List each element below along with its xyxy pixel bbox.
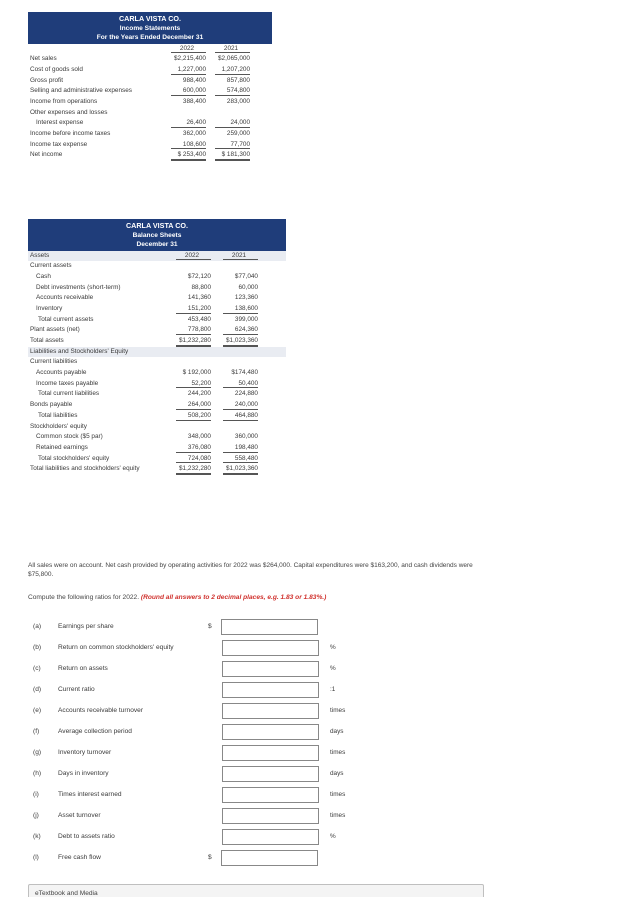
- value-2022: 508,200: [173, 411, 211, 422]
- balance-company-name: CARLA VISTA CO.: [125, 221, 189, 230]
- value-2022: 264,000: [173, 400, 211, 411]
- table-row: [28, 304, 286, 315]
- question-label: Asset turnover: [58, 812, 101, 819]
- question-letter: (d): [33, 686, 42, 693]
- question-letter: (f): [33, 728, 40, 735]
- question-label: Free cash flow: [58, 854, 101, 861]
- row-label: Accounts receivable: [36, 294, 94, 302]
- answer-input-i[interactable]: [222, 787, 319, 803]
- row-label: Current liabilities: [30, 358, 78, 366]
- value-2021: $174,480: [231, 369, 258, 377]
- ratio-question-k: [28, 828, 388, 846]
- table-row: [28, 411, 286, 422]
- value-2022: 26,400: [168, 118, 206, 129]
- table-row: [28, 432, 286, 443]
- table-row: [28, 261, 286, 272]
- value-2021: 240,000: [220, 400, 258, 411]
- question-label: Return on common stockholders' equity: [58, 644, 174, 651]
- income-year-2: 2021: [212, 44, 250, 55]
- balance-sheet: [28, 219, 286, 475]
- value-2021: 77,700: [212, 140, 250, 151]
- value-2021: 360,000: [234, 433, 258, 441]
- row-label: Debt investments (short-term): [36, 283, 121, 291]
- value-2021: 1,207,200: [212, 65, 250, 76]
- unit-label: times: [330, 791, 346, 798]
- income-statement: [28, 12, 272, 161]
- question-label: Inventory turnover: [58, 749, 112, 756]
- value-2022: 376,080: [173, 443, 211, 454]
- row-label: Net sales: [30, 55, 57, 63]
- answer-input-e[interactable]: [222, 703, 319, 719]
- question-label: Average collection period: [58, 728, 132, 735]
- table-row: [28, 108, 272, 119]
- value-2022: $1,232,280: [173, 464, 211, 475]
- income-year-1: 2022: [168, 44, 206, 55]
- row-label: Total assets: [30, 337, 64, 344]
- value-2022: $ 253,400: [168, 150, 206, 161]
- balance-year-2: 2021: [220, 251, 258, 262]
- income-statement-period: For the Years Ended December 31: [96, 34, 204, 41]
- value-2021: 558,480: [220, 454, 258, 465]
- ratio-question-c: [28, 660, 388, 678]
- unit-label: days: [330, 728, 344, 735]
- instruction-text: Compute the following ratios for 2022.: [28, 594, 140, 601]
- question-letter: (i): [33, 791, 39, 798]
- ratio-question-f: [28, 723, 388, 741]
- income-year-header: [28, 44, 272, 55]
- table-row: [28, 347, 286, 358]
- question-letter: (j): [33, 812, 39, 819]
- question-letter: (a): [33, 623, 42, 630]
- value-2022: 1,227,000: [168, 65, 206, 76]
- value-2022: 141,360: [187, 294, 211, 302]
- question-letter: (e): [33, 707, 42, 714]
- ratio-question-a: [28, 618, 388, 636]
- question-letter: (l): [33, 854, 39, 861]
- unit-label: times: [330, 812, 346, 819]
- value-2021: 283,000: [226, 97, 250, 105]
- row-label: Plant assets (net): [30, 326, 80, 334]
- table-row: [28, 76, 272, 87]
- table-row: [28, 400, 286, 411]
- row-label: Net income: [30, 151, 63, 159]
- row-label: Interest expense: [36, 119, 84, 127]
- value-2021: $1,023,360: [220, 336, 258, 347]
- ratio-question-i: [28, 786, 388, 804]
- value-2021: 50,400: [220, 379, 258, 390]
- value-2022: $2,215,400: [174, 55, 206, 63]
- answer-input-c[interactable]: [222, 661, 319, 677]
- table-row: [28, 150, 272, 161]
- value-2022: 362,000: [182, 130, 206, 137]
- table-row: [28, 97, 272, 108]
- value-2021: $2,065,000: [218, 55, 250, 63]
- problem-note: All sales were on account. Net cash provided by operating activities for 2022 was $264,000. Capital expenditures were $163,200, and cash dividends were $75,800.: [28, 562, 473, 578]
- value-2022: 244,200: [187, 390, 211, 398]
- row-label: Liabilities and Stockholders' Equity: [30, 347, 129, 355]
- question-label: Days in inventory: [58, 770, 109, 777]
- unit-label: times: [330, 707, 346, 714]
- table-row: [28, 443, 286, 454]
- row-label: Gross profit: [30, 76, 64, 84]
- row-label: Accounts payable: [36, 369, 87, 377]
- table-row: [28, 283, 286, 294]
- value-2022: 724,080: [173, 454, 211, 465]
- table-row: [28, 389, 286, 400]
- row-label: Current assets: [30, 262, 72, 270]
- row-label: Inventory: [36, 304, 63, 312]
- income-company-name: CARLA VISTA CO.: [118, 14, 182, 23]
- row-label: Cash: [36, 272, 51, 280]
- question-letter: (g): [33, 749, 42, 756]
- value-2021: 464,880: [220, 411, 258, 422]
- balance-year-1: 2022: [173, 251, 211, 262]
- ratio-question-g: [28, 744, 388, 762]
- question-label: Return on assets: [58, 665, 108, 672]
- row-label: Common stock ($5 par): [36, 433, 103, 441]
- table-row: [28, 368, 286, 379]
- answer-input-d[interactable]: [222, 682, 319, 698]
- dollar-sign: $: [208, 854, 212, 861]
- assets-heading: Assets: [30, 251, 50, 259]
- answer-input-h[interactable]: [222, 766, 319, 782]
- income-statement-title: Income Statements: [119, 24, 181, 32]
- row-label: Selling and administrative expenses: [30, 87, 132, 95]
- value-2022: $72,120: [187, 272, 211, 280]
- table-row: [28, 86, 272, 97]
- row-label: Stockholders' equity: [30, 422, 87, 430]
- value-2021: 198,480: [220, 443, 258, 454]
- row-label: Cost of goods sold: [30, 65, 83, 73]
- value-2021: 399,000: [234, 315, 258, 323]
- value-2022: 453,480: [187, 315, 211, 323]
- table-row: [28, 336, 286, 347]
- table-row: [28, 54, 272, 65]
- answer-input-a[interactable]: [221, 619, 318, 635]
- value-2021: 624,360: [220, 325, 258, 336]
- value-2022: 600,000: [168, 86, 206, 97]
- answer-input-j[interactable]: [222, 808, 319, 824]
- question-letter: (h): [33, 770, 42, 777]
- answer-input-f[interactable]: [222, 724, 319, 740]
- value-2021: 574,800: [212, 86, 250, 97]
- value-2021: $1,023,360: [220, 464, 258, 475]
- value-2021: 24,000: [212, 118, 250, 129]
- unit-label: %: [330, 833, 336, 840]
- value-2021: 138,600: [220, 304, 258, 315]
- balance-year-header: [28, 251, 286, 262]
- ratio-question-h: [28, 765, 388, 783]
- table-row: [28, 325, 286, 336]
- row-label: Other expenses and losses: [30, 108, 108, 116]
- rounding-instruction: (Round all answers to 2 decimal places, e.g. 1.83 or 1.83%.): [140, 594, 327, 601]
- question-label: Times interest earned: [58, 791, 122, 798]
- ratio-question-d: [28, 681, 388, 699]
- value-2021: 857,800: [226, 76, 250, 84]
- row-label: Income tax expense: [30, 140, 88, 148]
- row-label: Total current liabilities: [38, 390, 100, 398]
- unit-label: times: [330, 749, 346, 756]
- value-2022: $1,232,280: [173, 336, 211, 347]
- unit-label: :1: [330, 686, 336, 693]
- table-row: [28, 422, 286, 433]
- ratio-question-b: [28, 639, 388, 657]
- value-2021: $ 181,300: [212, 150, 250, 161]
- value-2022: $ 192,000: [182, 369, 211, 377]
- unit-label: %: [330, 644, 336, 651]
- table-row: [28, 129, 272, 140]
- answer-input-b[interactable]: [222, 640, 319, 656]
- balance-sheet-title: Balance Sheets: [132, 231, 182, 239]
- value-2021: $77,040: [234, 272, 258, 280]
- ratio-question-j: [28, 807, 388, 825]
- answer-input-k[interactable]: [222, 829, 319, 845]
- value-2021: 224,880: [234, 390, 258, 398]
- etextbook-media-label[interactable]: eTextbook and Media: [35, 890, 98, 897]
- balance-sheet-header: [28, 219, 286, 251]
- value-2022: 52,200: [173, 379, 211, 390]
- value-2022: 88,800: [191, 283, 211, 291]
- value-2022: 988,400: [182, 76, 206, 84]
- income-statement-header: [28, 12, 272, 44]
- dollar-sign: $: [208, 623, 212, 630]
- row-label: Income taxes payable: [36, 379, 99, 387]
- question-label: Accounts receivable turnover: [58, 707, 144, 714]
- answer-input-g[interactable]: [222, 745, 319, 761]
- ratio-question-l: [28, 849, 388, 867]
- table-row: [28, 140, 272, 151]
- table-row: [28, 454, 286, 465]
- question-label: Earnings per share: [58, 623, 114, 630]
- ratio-question-e: [28, 702, 388, 720]
- table-row: [28, 315, 286, 326]
- table-row: [28, 118, 272, 129]
- unit-label: %: [330, 665, 336, 672]
- row-label: Bonds payable: [30, 401, 73, 409]
- question-letter: (b): [33, 644, 42, 651]
- question-label: Debt to assets ratio: [58, 833, 115, 840]
- value-2022: 108,600: [168, 140, 206, 151]
- row-label: Retained earnings: [36, 443, 88, 451]
- row-label: Income from operations: [30, 97, 98, 105]
- question-letter: (k): [33, 833, 41, 840]
- question-label: Current ratio: [58, 686, 95, 693]
- row-label: Total liabilities: [38, 411, 78, 419]
- instruction: [28, 594, 326, 601]
- table-row: [28, 293, 286, 304]
- value-2022: 778,800: [173, 325, 211, 336]
- etextbook-media-panel[interactable]: [28, 884, 484, 897]
- row-label: Total current assets: [38, 315, 94, 323]
- table-row: [28, 65, 272, 76]
- table-row: [28, 379, 286, 390]
- row-label: Total stockholders' equity: [38, 454, 110, 462]
- balance-sheet-period: December 31: [136, 241, 178, 248]
- value-2022: 348,000: [187, 433, 211, 441]
- table-row: [28, 464, 286, 475]
- value-2021: 60,000: [238, 283, 258, 291]
- value-2022: 151,200: [173, 304, 211, 315]
- value-2021: 259,000: [226, 130, 250, 137]
- value-2021: 123,360: [234, 294, 258, 302]
- row-label: Total liabilities and stockholders' equity: [30, 465, 140, 473]
- unit-label: days: [330, 770, 344, 777]
- question-letter: (c): [33, 665, 41, 672]
- value-2022: 388,400: [182, 97, 206, 105]
- table-row: [28, 272, 286, 283]
- row-label: Income before income taxes: [30, 130, 111, 137]
- table-row: [28, 357, 286, 368]
- answer-input-l[interactable]: [221, 850, 318, 866]
